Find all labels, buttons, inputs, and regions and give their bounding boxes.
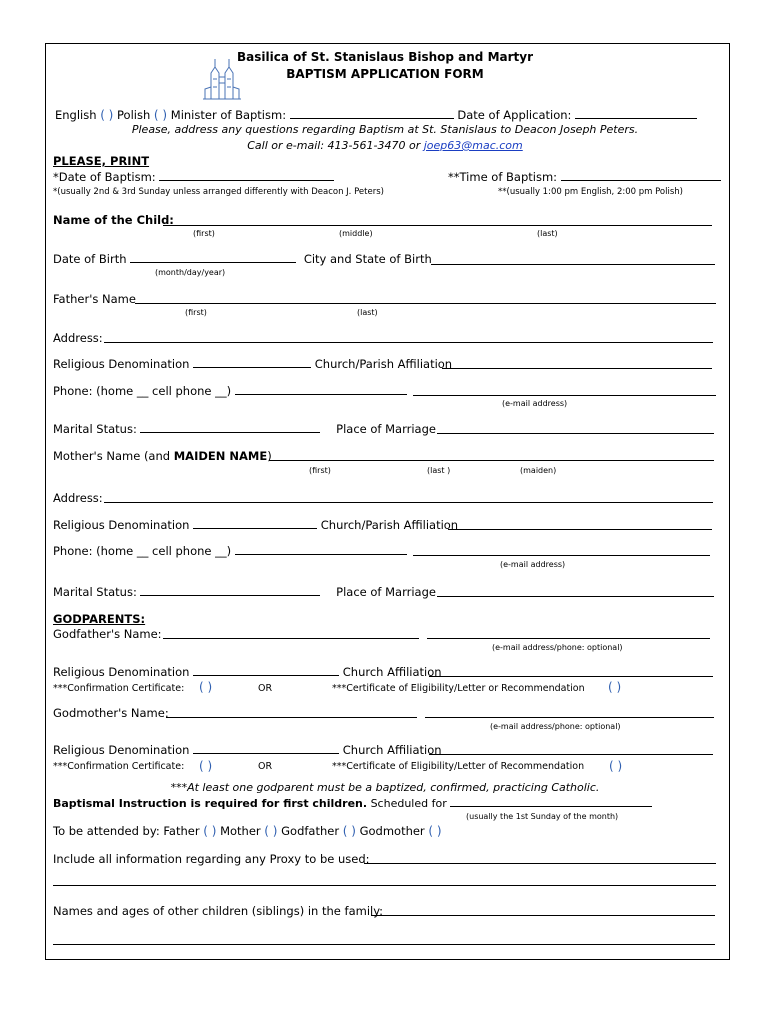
father-marriage-field[interactable] [437,433,714,434]
child-first-hint: (first) [193,229,215,238]
godparent-requirement-note: ***At least one godparent must be a baptized, confirmed, practicing Catholic. [170,781,600,794]
form-title: BAPTISM APPLICATION FORM [286,67,484,81]
date-baptism-label: *Date of Baptism: [53,170,156,184]
church-name: Basilica of St. Stanislaus Bishop and Martyr [236,50,534,64]
siblings-field-2[interactable] [53,944,715,945]
mother-religion-label: Religious Denomination [53,518,190,532]
godparents-heading: GODPARENTS: [53,612,146,626]
mother-name-label [53,449,272,463]
child-last-hint: (last) [537,229,558,238]
mother-church-field[interactable] [448,529,712,530]
time-baptism-note: **(usually 1:00 pm English, 2:00 pm Polish) [498,187,683,197]
godfather-eligibility-label: ***Certificate of Eligibility/Letter or Recommendation [332,683,585,694]
proxy-field-2[interactable] [53,885,716,886]
instruction-scheduled-label: Scheduled for [370,797,447,810]
time-baptism-row [448,170,721,184]
father-phone-row [53,384,407,398]
contact-email-link[interactable]: joep63@mac.com [423,139,523,152]
father-address-field[interactable] [104,342,713,343]
godmother-eligibility-checkbox[interactable]: ( ) [609,759,623,773]
attended-father-checkbox[interactable]: ( ) [203,824,217,838]
mother-maiden-emphasis: MAIDEN NAME [173,449,268,463]
mother-maiden-hint: (maiden) [520,466,557,475]
godfather-confirmation-checkbox[interactable]: ( ) [199,680,213,694]
mother-first-hint: (first) [309,466,331,475]
godmother-religion-row [53,743,442,757]
contact-line-2 [55,139,715,153]
please-print-heading: PLEASE, PRINT [53,154,150,168]
mother-name-label-suffix: ) [267,449,272,463]
father-marriage-label: Place of Marriage [336,422,436,436]
attended-mother-label: Mother [220,824,261,838]
time-baptism-label: **Time of Baptism: [448,170,558,184]
godfather-contact-hint: (e-mail address/phone: optional) [492,643,623,652]
godmother-church-label: Church Affiliation [342,743,442,757]
city-birth-field[interactable] [431,264,715,265]
mother-address-field[interactable] [104,502,713,503]
godmother-name-label: Godmother's Name: [53,706,169,720]
godmother-church-field[interactable] [429,754,713,755]
godmother-eligibility-label: ***Certificate of Eligibility/Letter of Recommendation [332,761,585,772]
date-application-field[interactable] [575,108,697,119]
godfather-contact-field[interactable] [427,638,710,639]
attended-godfather-label: Godfather [281,824,340,838]
time-baptism-field[interactable] [561,170,721,181]
siblings-label: Names and ages of other children (siblings) in the family: [53,904,384,918]
mother-religion-field[interactable] [193,518,317,529]
mother-phone-label: Phone: (home __ cell phone __) [53,544,232,558]
instruction-hint: (usually the 1st Sunday of the month) [466,812,619,821]
father-address-label: Address: [53,331,103,345]
date-baptism-field[interactable] [159,170,334,181]
godfather-religion-row [53,665,442,679]
child-name-field[interactable] [163,225,712,226]
father-religion-row [53,357,452,371]
father-phone-field[interactable] [235,384,407,395]
contact-prefix: Call or e-mail: 413-561-3470 or [247,139,421,152]
mother-name-field[interactable] [269,460,714,461]
language-row [55,108,697,122]
father-name-label: Father's Name [53,292,136,306]
father-email-hint: (e-mail address) [502,399,568,408]
godfather-eligibility-checkbox[interactable]: ( ) [608,680,622,694]
english-label: English [55,108,97,122]
date-application-label: Date of Application: [457,108,572,122]
godfather-religion-field[interactable] [193,665,339,676]
attended-mother-checkbox[interactable]: ( ) [264,824,278,838]
polish-label: Polish [117,108,151,122]
mother-last-hint: (last ) [427,466,451,475]
date-baptism-note: *(usually 2nd & 3rd Sunday unless arranged differently with Deacon J. Peters) [53,187,384,197]
godfather-name-label: Godfather's Name: [53,627,162,641]
attended-godmother-label: Godmother [359,824,425,838]
minister-label: Minister of Baptism: [170,108,287,122]
father-marital-label: Marital Status: [53,422,137,436]
siblings-field-1[interactable] [371,915,715,916]
mother-email-field[interactable] [413,555,710,556]
mother-church-label: Church/Parish Affiliation [320,518,459,532]
father-church-label: Church/Parish Affiliation [314,357,453,371]
mother-phone-field[interactable] [235,544,407,555]
father-marital-row [53,422,436,436]
godfather-church-field[interactable] [429,676,713,677]
godmother-name-field[interactable] [166,717,417,718]
father-last-hint: (last) [357,308,378,317]
dob-hint: (month/day/year) [155,268,226,277]
godfather-name-field[interactable] [163,638,419,639]
father-email-field[interactable] [413,395,716,396]
dob-row [53,252,432,266]
mother-name-label-prefix: Mother's Name (and [53,449,171,463]
city-birth-label: City and State of Birth [303,252,432,266]
attended-label: To be attended by: Father [53,824,200,838]
attended-row [53,824,442,838]
minister-field[interactable] [290,108,454,119]
date-baptism-row [53,170,334,184]
godmother-or-label: OR [258,761,273,772]
father-religion-label: Religious Denomination [53,357,190,371]
godfather-confirmation-label: ***Confirmation Certificate: [53,683,185,694]
godmother-confirmation-checkbox[interactable]: ( ) [199,759,213,773]
english-checkbox[interactable]: ( ) [100,108,114,122]
godmother-religion-label: Religious Denomination [53,743,190,757]
godmother-contact-field[interactable] [425,717,714,718]
father-phone-label: Phone: (home __ cell phone __) [53,384,232,398]
godfather-church-label: Church Affiliation [342,665,442,679]
godmother-contact-hint: (e-mail address/phone: optional) [490,722,621,731]
mother-email-hint: (e-mail address) [500,560,566,569]
mother-phone-row [53,544,407,558]
dob-label: Date of Birth [53,252,127,266]
mother-marital-label: Marital Status: [53,585,137,599]
instruction-date-field[interactable] [450,796,652,807]
father-marital-field[interactable] [140,422,320,433]
dob-field[interactable] [130,252,296,263]
godmother-confirmation-label: ***Confirmation Certificate: [53,761,185,772]
godmother-religion-field[interactable] [193,743,339,754]
child-middle-hint: (middle) [339,229,373,238]
godfather-or-label: OR [258,683,273,694]
polish-checkbox[interactable]: ( ) [153,108,168,122]
contact-line-1: Please, address any questions regarding Baptism at St. Stanislaus to Deacon Joseph Peters. [131,123,639,136]
father-first-hint: (first) [185,308,207,317]
child-name-label: Name of the Child: [53,213,174,227]
father-religion-field[interactable] [193,357,311,368]
mother-address-label: Address: [53,491,103,505]
attended-godmother-checkbox[interactable]: ( ) [428,824,442,838]
proxy-field-1[interactable] [364,863,716,864]
mother-marriage-label: Place of Marriage [336,585,436,599]
attended-godfather-checkbox[interactable]: ( ) [342,824,356,838]
father-church-field[interactable] [442,368,712,369]
proxy-label: Include all information regarding any Proxy to be used: [53,852,370,866]
father-name-field[interactable] [135,303,716,304]
mother-marital-row [53,585,436,599]
godfather-religion-label: Religious Denomination [53,665,190,679]
instruction-label-bold: Baptismal Instruction is required for first children. [53,797,368,810]
mother-marriage-field[interactable] [437,596,714,597]
instruction-row [53,796,652,811]
mother-marital-field[interactable] [140,585,320,596]
mother-religion-row [53,518,458,532]
